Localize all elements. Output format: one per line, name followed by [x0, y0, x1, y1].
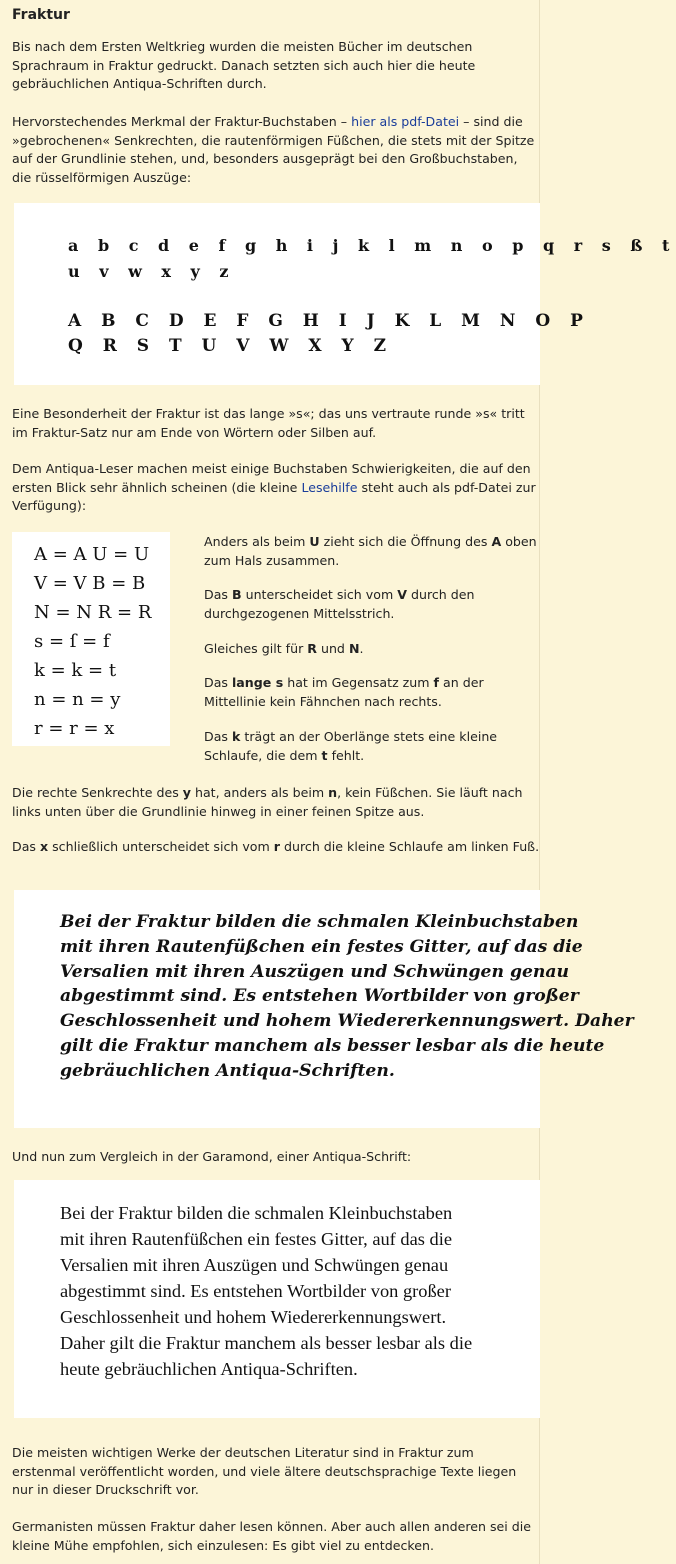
comparison-row: k = k = t	[34, 660, 117, 681]
fraktur-line: Bei der Fraktur bilden die schmalen Kleinbuchstaben	[60, 912, 579, 932]
alphabet-lowercase-2: u v w x y z	[68, 262, 236, 281]
comparison-row: A = A U = U	[34, 544, 150, 565]
features-paragraph: Hervorstechendes Merkmal der Fraktur-Buchstaben – hier als pdf-Datei – sind die »gebrochenen« Senkrechten, die rautenförmigen Füßchen, die stets mit der Spitze auf der Grundlinie stehen, und, besonders ausgeprägt bei den Großbuchstaben, die rüsselförmigen Auszüge:	[12, 114, 535, 185]
garamond-sample-box	[14, 1180, 540, 1418]
alphabet-lowercase-1: a b c d e f g h i j k l m n o p q r s ß t	[68, 236, 676, 255]
difficulties-paragraph: Dem Antiqua-Leser machen meist einige Buchstaben Schwierigkeiten, die auf den ersten Blick sehr ähnlich scheinen (die kleine Lesehilfe steht auch als pdf-Datei zur Verfügung):	[12, 461, 536, 514]
page-title: Fraktur	[12, 7, 70, 23]
pdf-link[interactable]: hier als pdf-Datei	[351, 114, 460, 129]
comparison-row: r = r = x	[34, 718, 115, 739]
letter-comparison-table	[12, 532, 170, 746]
note-k-t: Das k trägt an der Oberlänge stets eine kleine Schlaufe, die dem t fehlt.	[204, 729, 498, 763]
comparison-row: n = n = y	[34, 689, 121, 710]
garamond-line: Daher gilt die Fraktur manchem als besser lesbar als die	[60, 1333, 473, 1353]
y-n-paragraph: Die rechte Senkrechte des y hat, anders als beim n, kein Füßchen. Sie läuft nach links unten über die Grundlinie hinweg in einer feinen Spitze aus.	[12, 785, 523, 819]
fraktur-line: abgestimmt sind. Es entstehen Wortbilder von großer	[60, 986, 579, 1007]
intro-paragraph: Bis nach dem Ersten Weltkrieg wurden die meisten Bücher im deutschen Sprachraum in Fraktur gedruckt. Danach setzten sich auch hier die heute gebräuchlichen Antiqua-Schriften durch.	[12, 39, 476, 92]
note-r-n: Gleiches gilt für R und N.	[204, 641, 364, 656]
long-s-paragraph: Eine Besonderheit der Fraktur ist das lange »s«; das uns vertraute runde »s« tritt im Fraktur-Satz nur am Ende von Wörtern oder Silben auf.	[12, 406, 525, 440]
fraktur-line: mit ihren Rautenfüßchen ein festes Gitter, auf das die	[60, 936, 583, 957]
note-u-a: Anders als beim U zieht sich die Öffnung des A oben zum Hals zusammen.	[204, 534, 537, 568]
garamond-line: Geschlossenheit und hohem Wiedererkennungswert.	[60, 1307, 447, 1327]
garamond-intro: Und nun zum Vergleich in der Garamond, einer Antiqua-Schrift:	[12, 1149, 412, 1164]
alphabet-uppercase-1: A B C D E F G H I J K L M N O P	[68, 311, 590, 331]
comparison-row: s = ſ = f	[34, 631, 110, 652]
fraktur-line: Geschlossenheit und hohem Wiedererkennungswert. Daher	[60, 1011, 634, 1032]
literature-paragraph: Die meisten wichtigen Werke der deutschen Literatur sind in Fraktur zum erstenmal veröffentlicht worden, und viele ältere deutschsprachige Texte liegen nur in dieser Druckschrift vor.	[12, 1445, 517, 1498]
garamond-line: Versalien mit ihren Auszügen und Schwüngen genau	[60, 1255, 449, 1275]
alphabet-uppercase-2: Q R S T U V W X Y Z	[68, 336, 393, 356]
note-long-s: Das lange s hat im Gegensatz zum f an der Mittellinie kein Fähnchen nach rechts.	[204, 675, 484, 709]
alphabet-box	[14, 203, 676, 385]
garamond-line: abgestimmt sind. Es entstehen Wortbilder von großer	[60, 1281, 451, 1301]
note-b-v: Das B unterscheidet sich vom V durch den durchgezogenen Mittelsstrich.	[204, 587, 475, 621]
fraktur-sample-text	[60, 910, 634, 1084]
lesehilfe-link[interactable]: Lesehilfe	[301, 479, 358, 495]
garamond-line: Bei der Fraktur bilden die schmalen Kleinbuchstaben	[60, 1203, 453, 1223]
garamond-line: heute gebräuchlichen Antiqua-Schriften.	[60, 1359, 358, 1379]
fraktur-line: gebräuchlichen Antiqua-Schriften.	[60, 1060, 395, 1081]
fraktur-sample-box	[14, 890, 634, 1128]
fraktur-line: Versalien mit ihren Auszügen und Schwüngen genau	[60, 961, 570, 982]
fraktur-line: gilt die Fraktur manchem als besser lesbar als die heute	[60, 1035, 605, 1056]
x-r-paragraph: Das x schließlich unterscheidet sich vom r durch die kleine Schlaufe am linken Fuß.	[12, 839, 540, 854]
garamond-line: mit ihren Rautenfüßchen ein festes Gitter, auf das die	[60, 1229, 452, 1249]
comparison-row: N = N R = R	[34, 602, 152, 623]
comparison-row: V = V B = B	[34, 573, 146, 594]
garamond-sample-text	[60, 1200, 472, 1382]
closing-paragraph: Germanisten müssen Fraktur daher lesen können. Aber auch allen anderen sei die kleine Mühe empfohlen, sich einzulesen: Es gibt viel zu entdecken.	[12, 1519, 532, 1553]
